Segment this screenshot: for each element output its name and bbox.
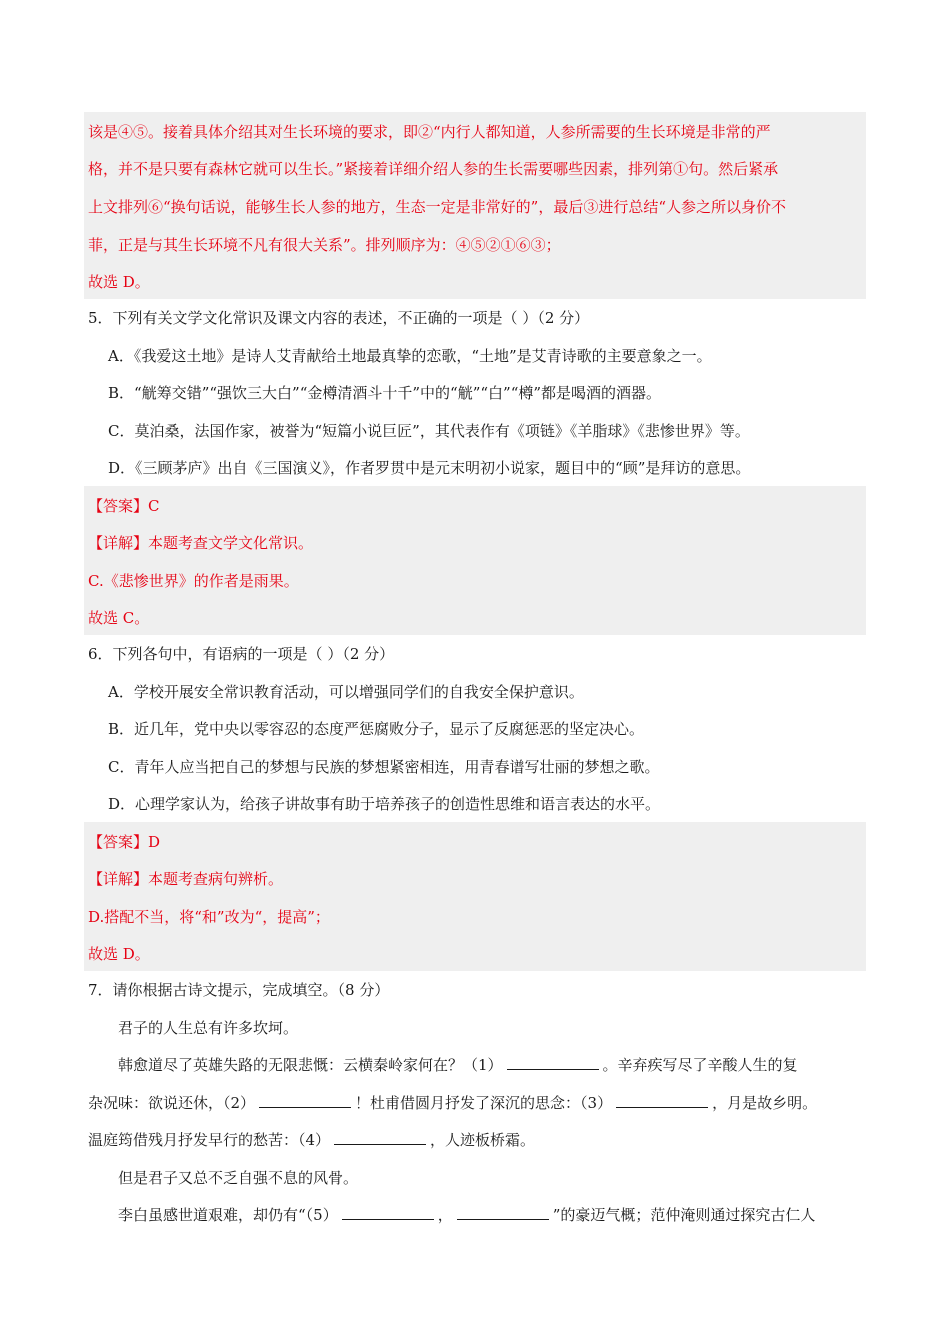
question-5-answer-block <box>84 486 866 635</box>
question-6-answer-block <box>84 822 866 971</box>
answer-explanation: C.《悲惨世界》的作者是雨果。 <box>88 572 299 590</box>
explanation-line: 故选 D。 <box>88 273 150 291</box>
fill-blank-1[interactable] <box>507 1055 599 1070</box>
question-7-para-1: 君子的人生总有许多坎坷。 <box>118 1019 299 1037</box>
answer-detail: 【详解】本题考查文学文化常识。 <box>88 534 314 552</box>
question-7-para-5: 但是君子又总不乏自强不息的风骨。 <box>118 1169 359 1187</box>
question-5-option-b: B．“觥筹交错”“强饮三大白”“金樽清酒斗十千”中的“觥”“白”“樽”都是喝酒的酒器。 <box>108 384 662 402</box>
explanation-line: 格，并不是只要有森林它就可以生长。”紧接着详细介绍人参的生长需要哪些因素，排列第①句。然后紧承 <box>88 160 779 178</box>
answer-explanation: D.搭配不当，将“和”改为“，提高”； <box>88 908 330 926</box>
text-segment: 温庭筠借残月抒发早行的愁苦：（4） <box>88 1131 331 1149</box>
text-segment: 李白虽感世道艰难，却仍有“（5） <box>118 1206 338 1224</box>
answer-label: 【答案】C <box>88 497 160 515</box>
explanation-line: 菲，正是与其生长环境不凡有很大关系”。排列顺序为：④⑤②①⑥③； <box>88 236 561 254</box>
explanation-line: 该是④⑤。接着具体介绍其对生长环境的要求，即②“内行人都知道，人参所需要的生长环境是非常的严 <box>88 123 771 141</box>
question-5-stem: 5．下列有关文学文化常识及课文内容的表述，不正确的一项是（ ）（2 分） <box>88 309 590 327</box>
question-6-option-d: D．心理学家认为，给孩子讲故事有助于培养孩子的创造性思维和语言表达的水平。 <box>108 795 661 813</box>
text-segment: 韩愈道尽了英雄失路的无限悲慨：云横秦岭家何在？（1） <box>118 1056 503 1074</box>
question-6-stem: 6．下列各句中，有语病的一项是（ ）（2 分） <box>88 645 395 663</box>
question-5-option-c: C．莫泊桑，法国作家，被誉为“短篇小说巨匠”，其代表作有《项链》《羊脂球》《悲惨世界》等。 <box>108 422 750 440</box>
question-5-option-d: D．《三顾茅庐》出自《三国演义》，作者罗贯中是元末明初小说家，题目中的“顾”是拜访的意思。 <box>108 459 751 477</box>
question-6-option-a: A．学校开展安全常识教育活动，可以增强同学们的自我安全保护意识。 <box>108 683 584 701</box>
explanation-block-4 <box>84 112 866 299</box>
text-segment: ！杜甫借圆月抒发了深沉的思念：（3） <box>355 1094 613 1112</box>
question-5-option-a: A．《我爱这土地》是诗人艾青献给土地最真挚的恋歌，“土地”是艾青诗歌的主要意象之一。 <box>108 347 712 365</box>
text-segment: 杂况味：欲说还休，（2） <box>88 1094 256 1112</box>
fill-blank-3[interactable] <box>616 1093 708 1108</box>
answer-choice: 故选 D。 <box>88 945 150 963</box>
text-segment: ， <box>437 1206 453 1224</box>
question-6-option-b: B．近几年，党中央以零容忍的态度严惩腐败分子，显示了反腐惩恶的坚定决心。 <box>108 720 645 738</box>
text-segment: ，人迹板桥霜。 <box>430 1131 536 1149</box>
fill-blank-5a[interactable] <box>342 1205 434 1220</box>
question-7-para-3 <box>88 1093 817 1113</box>
fill-blank-5b[interactable] <box>457 1205 549 1220</box>
question-7-para-6 <box>118 1205 815 1225</box>
question-7-para-4 <box>88 1130 535 1150</box>
text-segment: ”的豪迈气概；范仲淹则通过探究古仁人 <box>552 1206 816 1224</box>
answer-detail: 【详解】本题考查病句辨析。 <box>88 870 284 888</box>
text-segment: ，月是故乡明。 <box>712 1094 818 1112</box>
fill-blank-2[interactable] <box>259 1093 351 1108</box>
explanation-line: 上文排列⑥“换句话说，能够生长人参的地方，生态一定是非常好的”，最后③进行总结“人参之所以身价不 <box>88 198 787 216</box>
answer-label: 【答案】D <box>88 833 161 851</box>
question-6-option-c: C．青年人应当把自己的梦想与民族的梦想紧密相连，用青春谱写壮丽的梦想之歌。 <box>108 758 660 776</box>
question-7-para-2 <box>118 1055 798 1075</box>
answer-choice: 故选 C。 <box>88 609 150 627</box>
fill-blank-4[interactable] <box>334 1130 426 1145</box>
question-7-stem: 7．请你根据古诗文提示，完成填空。（8 分） <box>88 981 390 999</box>
text-segment: 。辛弃疾写尽了辛酸人生的复 <box>602 1056 798 1074</box>
